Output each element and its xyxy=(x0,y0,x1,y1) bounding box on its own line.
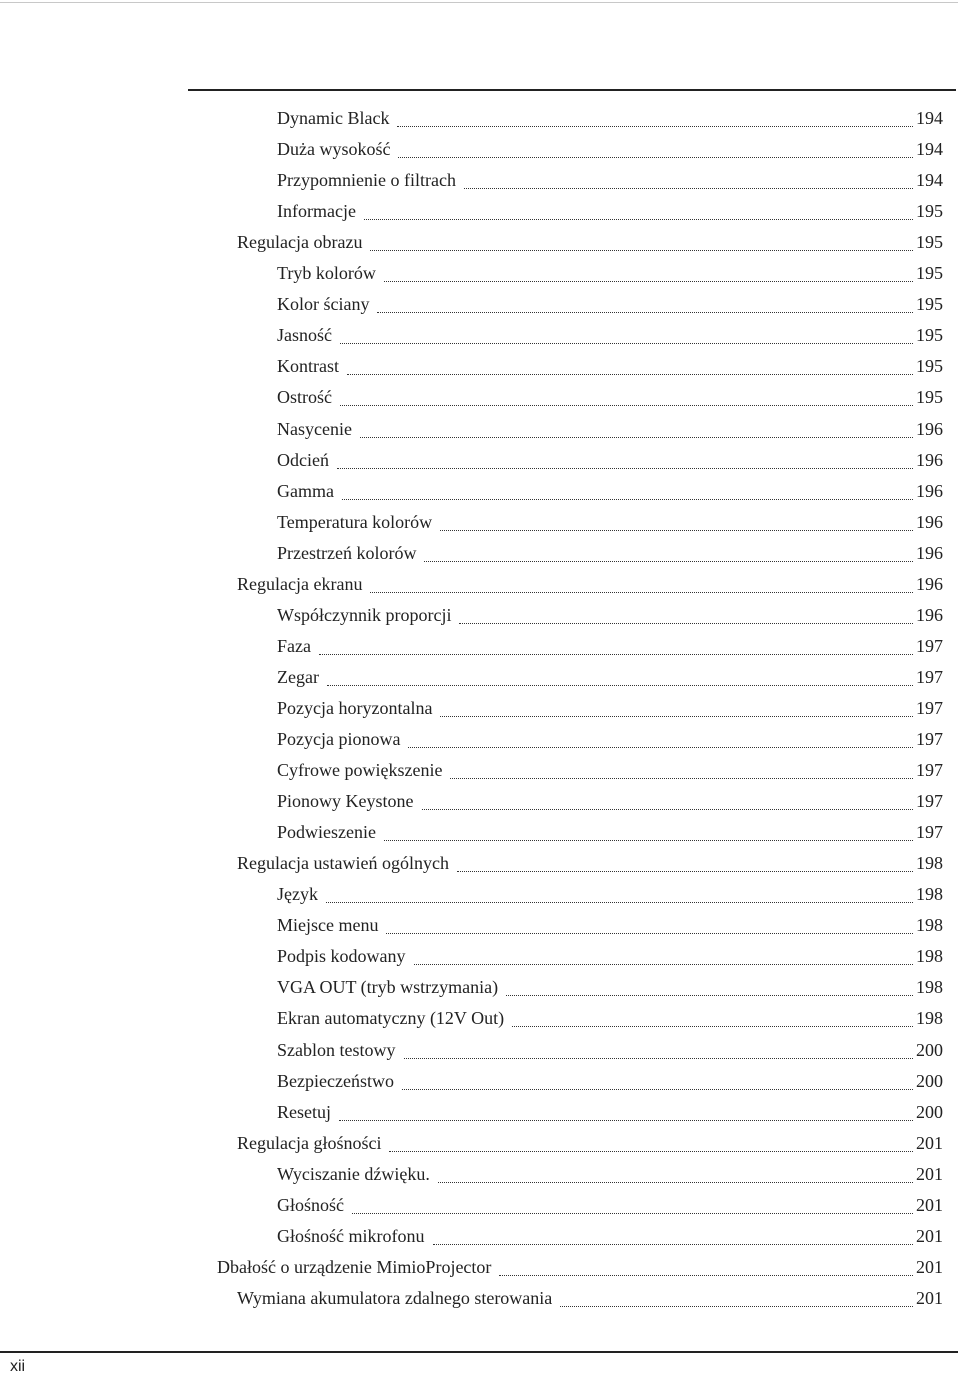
toc-dot-leader xyxy=(440,716,913,717)
toc-dot-leader xyxy=(457,871,913,872)
toc-entry-page-number: 196 xyxy=(916,573,943,594)
toc-entry-title: Duża wysokość xyxy=(277,139,391,160)
toc-dot-leader xyxy=(340,343,913,344)
toc-entry-page-number: 196 xyxy=(916,480,943,501)
toc-entry[interactable] xyxy=(277,133,943,164)
toc-entry[interactable] xyxy=(277,1034,943,1065)
toc-entry-title: Kontrast xyxy=(277,356,339,377)
toc-entry-page-number: 196 xyxy=(916,511,943,532)
toc-entry-title: Regulacja obrazu xyxy=(237,232,363,253)
toc-entry-title: Przypomnienie o filtrach xyxy=(277,170,456,191)
toc-entry[interactable] xyxy=(277,1189,943,1220)
toc-entry[interactable] xyxy=(237,226,943,257)
toc-dot-leader xyxy=(464,188,913,189)
toc-entry-page-number: 194 xyxy=(916,170,943,191)
toc-entry[interactable] xyxy=(277,195,943,226)
toc-entry[interactable] xyxy=(277,381,943,412)
toc-dot-leader xyxy=(424,561,913,562)
toc-entry-page-number: 194 xyxy=(916,139,943,160)
toc-dot-leader xyxy=(319,654,913,655)
toc-dot-leader xyxy=(440,530,913,531)
toc-dot-leader xyxy=(386,933,913,934)
toc-entry[interactable] xyxy=(277,319,943,350)
toc-entry[interactable] xyxy=(277,537,943,568)
toc-dot-leader xyxy=(377,312,913,313)
toc-entry-page-number: 196 xyxy=(916,604,943,625)
toc-dot-leader xyxy=(370,592,913,593)
toc-entry-title: Szablon testowy xyxy=(277,1039,396,1060)
toc-dot-leader xyxy=(370,250,913,251)
toc-dot-leader xyxy=(560,1306,913,1307)
toc-entry-page-number: 198 xyxy=(916,1008,943,1029)
top-border-line xyxy=(0,2,958,3)
toc-entry-title: Odcień xyxy=(277,449,329,470)
toc-dot-leader xyxy=(337,468,913,469)
toc-entry-title: Ekran automatyczny (12V Out) xyxy=(277,1008,505,1029)
toc-entry-title: Regulacja ekranu xyxy=(237,573,363,594)
toc-dot-leader xyxy=(340,405,913,406)
toc-entry-title: Pionowy Keystone xyxy=(277,791,414,812)
toc-entry-title: VGA OUT (tryb wstrzymania) xyxy=(277,977,499,998)
toc-entry-title: Podwieszenie xyxy=(277,822,376,843)
toc-dot-leader xyxy=(364,219,913,220)
toc-entry[interactable] xyxy=(277,1065,943,1096)
toc-entry-title: Głośność mikrofonu xyxy=(277,1225,425,1246)
toc-entry[interactable] xyxy=(277,599,943,630)
toc-entry[interactable] xyxy=(277,506,943,537)
toc-entry-title: Współczynnik proporcji xyxy=(277,604,452,625)
toc-entry[interactable] xyxy=(277,350,943,381)
toc-entry-page-number: 195 xyxy=(916,201,943,222)
toc-entry-page-number: 196 xyxy=(916,449,943,470)
toc-dot-leader xyxy=(414,964,913,965)
toc-entry-page-number: 197 xyxy=(916,791,943,812)
toc-entry-page-number: 194 xyxy=(916,108,943,128)
toc-entry[interactable] xyxy=(237,568,943,599)
toc-entry[interactable] xyxy=(277,878,943,909)
toc-entry[interactable] xyxy=(277,475,943,506)
toc-entry[interactable] xyxy=(277,785,943,816)
toc-entry[interactable] xyxy=(277,723,943,754)
toc-entry-title: Tryb kolorów xyxy=(277,263,376,284)
toc-dot-leader xyxy=(327,685,913,686)
toc-entry-title: Wyciszanie dźwięku. xyxy=(277,1163,430,1184)
toc-entry-title: Głośność xyxy=(277,1194,344,1215)
toc-dot-leader xyxy=(326,902,913,903)
toc-entry-title: Język xyxy=(277,884,318,905)
toc-dot-leader xyxy=(499,1275,913,1276)
toc-dot-leader xyxy=(360,437,913,438)
toc-entry-page-number: 200 xyxy=(916,1101,943,1122)
toc-entry[interactable] xyxy=(277,816,943,847)
toc-dot-leader xyxy=(506,995,913,996)
toc-entry-title: Regulacja głośności xyxy=(237,1132,382,1153)
toc-entry-title: Temperatura kolorów xyxy=(277,511,433,532)
toc-dot-leader xyxy=(384,281,913,282)
toc-entry-title: Pozycja pionowa xyxy=(277,729,401,749)
toc-entry-title: Cyfrowe powiększenie xyxy=(277,760,443,781)
toc-entry[interactable] xyxy=(277,630,943,661)
toc-dot-leader xyxy=(384,840,913,841)
toc-entry-page-number: 198 xyxy=(916,884,943,905)
toc-dot-leader xyxy=(389,1151,913,1152)
toc-dot-leader xyxy=(422,809,914,810)
toc-dot-leader xyxy=(450,778,913,779)
toc-entry[interactable] xyxy=(217,1251,943,1282)
toc-entry-page-number: 201 xyxy=(916,1132,943,1153)
toc-entry-title: Dbałość o urządzenie MimioProjector xyxy=(217,1256,492,1277)
toc-entry[interactable] xyxy=(277,413,943,444)
toc-entry[interactable] xyxy=(277,661,943,692)
toc-entry[interactable] xyxy=(277,1002,943,1033)
toc-entry[interactable] xyxy=(277,164,943,195)
toc-entry-title: Bezpieczeństwo xyxy=(277,1070,394,1091)
toc-dot-leader xyxy=(397,126,913,127)
footer-rule xyxy=(0,1351,958,1353)
toc-entry-title: Informacje xyxy=(277,201,356,222)
toc-entry[interactable] xyxy=(277,1220,943,1251)
toc-entry-page-number: 197 xyxy=(916,635,943,656)
toc-entry[interactable] xyxy=(237,1282,943,1313)
toc-entry-page-number: 196 xyxy=(916,542,943,563)
toc-entry-page-number: 197 xyxy=(916,666,943,687)
toc-entry-title: Podpis kodowany xyxy=(277,946,406,967)
toc-dot-leader xyxy=(404,1058,914,1059)
toc-entry-page-number: 197 xyxy=(916,729,943,749)
toc-entry-page-number: 200 xyxy=(916,1039,943,1060)
toc-entry-page-number: 198 xyxy=(916,853,943,874)
toc-dot-leader xyxy=(433,1244,914,1245)
toc-entry-title: Resetuj xyxy=(277,1101,331,1122)
footer-page-number: xii xyxy=(10,1358,26,1375)
toc-entry-title: Faza xyxy=(277,635,311,656)
toc-entry-title: Pozycja horyzontalna xyxy=(277,697,433,718)
toc-dot-leader xyxy=(352,1213,913,1214)
toc-dot-leader xyxy=(339,1120,913,1121)
toc-entry-title: Przestrzeń kolorów xyxy=(277,542,417,563)
toc-entry[interactable] xyxy=(277,257,943,288)
toc-entry-page-number: 201 xyxy=(916,1225,943,1246)
toc-dot-leader xyxy=(408,747,913,748)
toc-entry-page-number: 200 xyxy=(916,1070,943,1091)
toc-entry[interactable] xyxy=(277,940,943,971)
toc-entry-page-number: 195 xyxy=(916,263,943,284)
toc-entry-title: Gamma xyxy=(277,480,334,501)
toc-entry-title: Miejsce menu xyxy=(277,915,379,936)
toc-entry-page-number: 195 xyxy=(916,294,943,315)
toc-entry-page-number: 195 xyxy=(916,232,943,253)
toc-entry[interactable] xyxy=(277,909,943,940)
toc-entry-page-number: 201 xyxy=(916,1256,943,1277)
toc-entry[interactable] xyxy=(237,847,943,878)
toc-entry-page-number: 197 xyxy=(916,697,943,718)
toc-entry-page-number: 201 xyxy=(916,1194,943,1215)
toc-entry[interactable] xyxy=(277,444,943,475)
toc-entry-title: Nasycenie xyxy=(277,418,352,439)
toc-entry[interactable] xyxy=(277,971,943,1002)
toc-entry-page-number: 196 xyxy=(916,418,943,439)
toc-dot-leader xyxy=(512,1026,913,1027)
toc-entry-page-number: 201 xyxy=(916,1163,943,1184)
toc-dot-leader xyxy=(459,623,913,624)
toc-entry-page-number: 201 xyxy=(916,1287,943,1308)
toc-dot-leader xyxy=(398,157,913,158)
toc-entry-page-number: 197 xyxy=(916,822,943,843)
toc-dot-leader xyxy=(342,499,913,500)
toc-entry-title: Regulacja ustawień ogólnych xyxy=(237,853,449,874)
toc-entry-page-number: 198 xyxy=(916,977,943,998)
toc-entry-page-number: 198 xyxy=(916,915,943,936)
toc-entry-page-number: 195 xyxy=(916,325,943,346)
header-rule xyxy=(188,89,956,91)
toc-entry[interactable] xyxy=(277,692,943,723)
toc-entry[interactable] xyxy=(237,1127,943,1158)
toc-entry-title: Ostrość xyxy=(277,387,332,408)
toc-entry-page-number: 195 xyxy=(916,356,943,377)
toc-entry-title: Kolor ściany xyxy=(277,294,370,315)
toc-dot-leader xyxy=(402,1089,913,1090)
toc-entry-page-number: 197 xyxy=(916,760,943,781)
toc-entry-page-number: 195 xyxy=(916,387,943,408)
toc-entry[interactable] xyxy=(277,754,943,785)
toc-entry[interactable] xyxy=(277,102,943,133)
toc-entry-title: Zegar xyxy=(277,666,319,687)
toc-entry[interactable] xyxy=(277,1096,943,1127)
toc-dot-leader xyxy=(347,374,913,375)
toc-dot-leader xyxy=(438,1182,913,1183)
toc-entry-page-number: 198 xyxy=(916,946,943,967)
toc-entry[interactable] xyxy=(277,288,943,319)
toc-entry-title: Dynamic Black xyxy=(277,108,390,128)
toc-entry-title: Wymiana akumulatora zdalnego sterowania xyxy=(237,1287,553,1308)
toc-entry[interactable] xyxy=(277,1158,943,1189)
toc-entry-title: Jasność xyxy=(277,325,332,346)
